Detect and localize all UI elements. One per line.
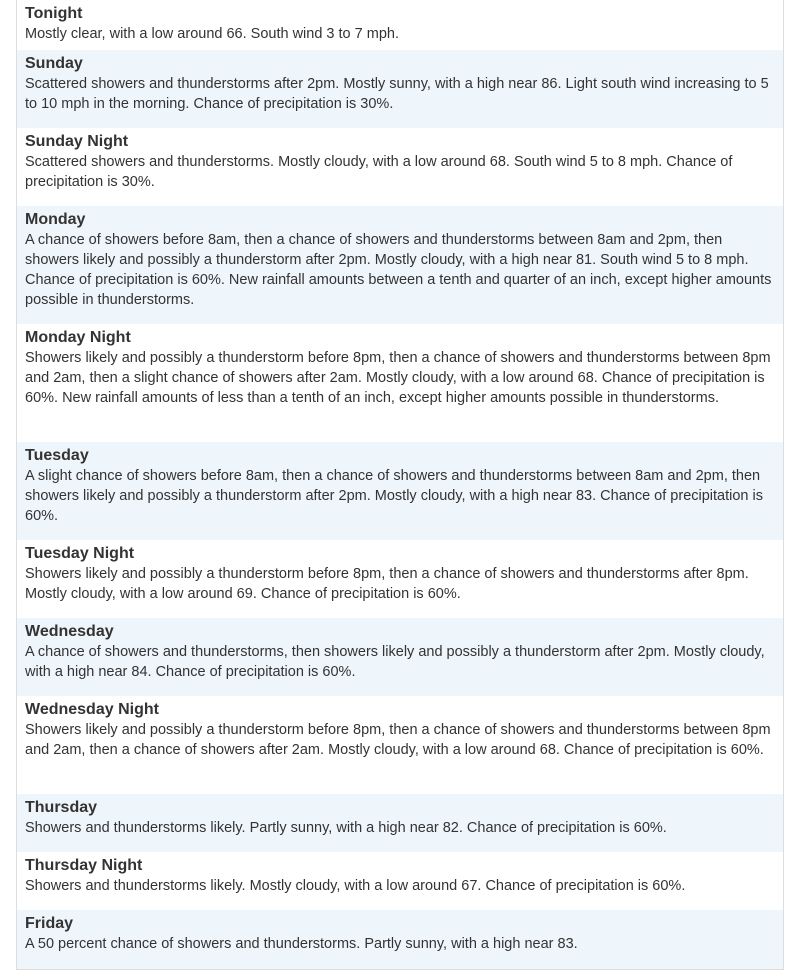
forecast-row-sunday (17, 50, 783, 128)
forecast-row-tuesday (17, 442, 783, 540)
period-name: Wednesday Night (25, 701, 159, 718)
period-forecast-text: Showers likely and possibly a thunderstorm before 8pm, then a chance of showers and thunderstorms after 8pm. Mostly cloudy, with a low around 69. Chance of precipitation is 60%. (25, 566, 749, 602)
period-forecast-text: A chance of showers and thunderstorms, then showers likely and possibly a thunderstorm after 2pm. Mostly cloudy, with a high near 84. Chance of precipitation is 60%. (25, 644, 765, 680)
period-forecast-text: A 50 percent chance of showers and thunderstorms. Partly sunny, with a high near 83. (25, 936, 578, 952)
period-forecast-text: Showers likely and possibly a thunderstorm before 8pm, then a chance of showers and thunderstorms between 8pm and 2am, then a chance of showers after 2am. Mostly cloudy, with a low around 68. Chance of precipitation is 60%. (25, 722, 771, 758)
period-forecast-text: Scattered showers and thunderstorms. Mostly cloudy, with a low around 68. South wind 5 to 8 mph. Chance of precipitation is 30%. (25, 154, 733, 190)
period-name: Thursday Night (25, 857, 143, 874)
period-name: Monday (25, 211, 86, 228)
period-name: Sunday Night (25, 133, 129, 150)
period-forecast-text: Showers and thunderstorms likely. Mostly cloudy, with a low around 67. Chance of precipitation is 60%. (25, 878, 686, 894)
period-forecast-text: A chance of showers before 8am, then a chance of showers and thunderstorms between 8am and 2pm, then showers likely and possibly a thunderstorm after 2pm. Mostly cloudy, with a high near 81. South wind 5 to 8 mph. Chance of precipitation is 60%. New rainfall amounts between a tenth and quarter of an inch, except higher amounts possible in thunderstorms. (25, 232, 772, 308)
forecast-row-sunday-night (17, 128, 783, 206)
period-forecast-text: Showers likely and possibly a thunderstorm before 8pm, then a chance of showers and thunderstorms between 8pm and 2am, then a slight chance of showers after 2am. Mostly cloudy, with a low around 68. Chance of precipitation is 60%. New rainfall amounts of less than a tenth of an inch, except higher amounts possible in thunderstorms. (25, 350, 771, 406)
period-name: Tuesday (25, 447, 89, 464)
forecast-row-tuesday-night (17, 540, 783, 618)
forecast-row-thursday-night (17, 852, 783, 910)
forecast-row-friday (17, 910, 783, 969)
period-name: Tonight (25, 5, 83, 22)
period-forecast-text: Showers and thunderstorms likely. Partly sunny, with a high near 82. Chance of precipitation is 60%. (25, 820, 667, 836)
period-name: Wednesday (25, 623, 114, 640)
period-forecast-text: Scattered showers and thunderstorms after 2pm. Mostly sunny, with a high near 86. Light south wind increasing to 5 to 10 mph in the morning. Chance of precipitation is 30%. (25, 76, 769, 112)
period-forecast-text: Mostly clear, with a low around 66. South wind 3 to 7 mph. (25, 26, 399, 42)
forecast-row-monday-night (17, 324, 783, 442)
period-name: Thursday (25, 799, 98, 816)
period-name: Friday (25, 915, 74, 932)
period-name: Monday Night (25, 329, 131, 346)
forecast-row-wednesday (17, 618, 783, 696)
period-name: Sunday (25, 55, 83, 72)
period-forecast-text: A slight chance of showers before 8am, then a chance of showers and thunderstorms between 8am and 2pm, then showers likely and possibly a thunderstorm after 2pm. Mostly cloudy, with a high near 83. Chance of precipitation is 60%. (25, 468, 763, 524)
forecast-row-monday (17, 206, 783, 324)
detailed-forecast-list (16, 0, 784, 970)
forecast-row-thursday (17, 794, 783, 852)
forecast-row-wednesday-night (17, 696, 783, 794)
period-name: Tuesday Night (25, 545, 135, 562)
forecast-row-tonight (17, 0, 783, 50)
